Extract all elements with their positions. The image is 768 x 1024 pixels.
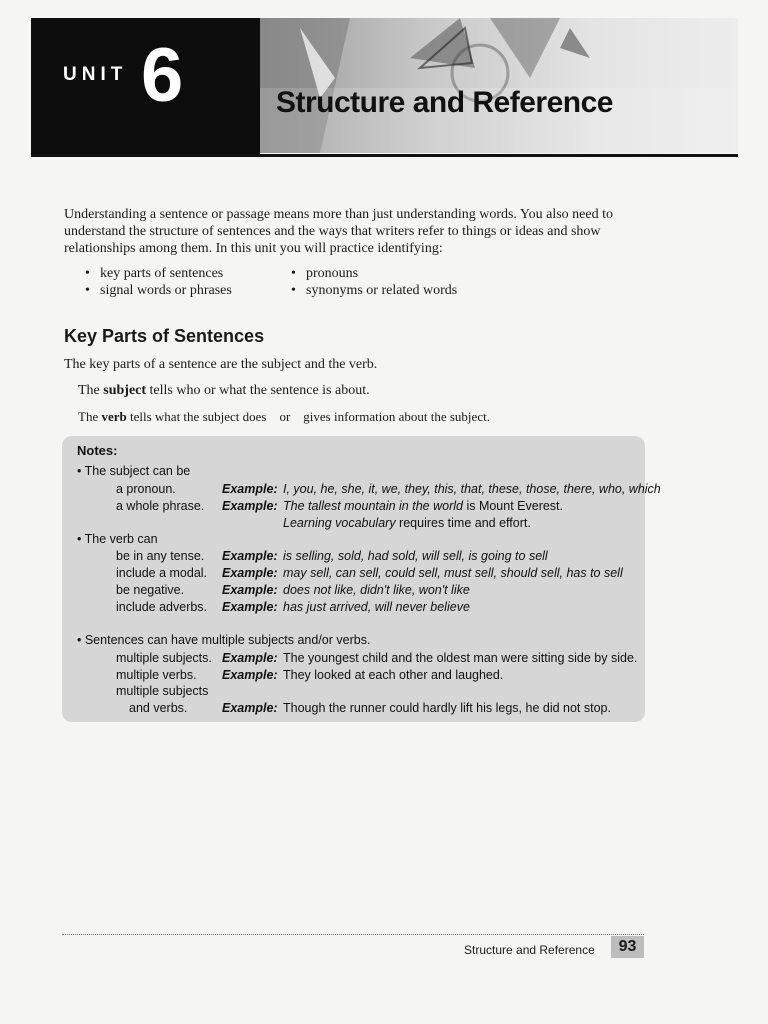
footer-rule [62,934,644,935]
intro-bullets-left [83,265,232,299]
example-label: Example: [222,600,278,614]
list-item: • pronouns [289,265,457,282]
section-line-2 [78,382,370,399]
subject-row-label: a whole phrase. [116,499,205,513]
section-line-3 [78,408,490,425]
line3-post: tells what the subject does or gives information about the subject. [126,409,490,424]
multi-row-example: The youngest child and the oldest man were sitting side by side. [283,651,638,665]
verb-row-example: is selling, sold, had sold, will sell, is going to sell [283,549,548,563]
example-label: Example: [222,583,278,597]
list-item: • synonyms or related words [289,282,457,299]
line2-pre: The [78,383,104,398]
verb-row-example: may sell, can sell, could sell, must sell, should sell, has to sell [283,566,623,580]
page-number: 93 [611,936,644,958]
list-item: • signal words or phrases [83,282,232,299]
line3-pre: The [78,409,102,424]
example-italic: Learning vocabulary [283,516,396,530]
intro-paragraph: Understanding a sentence or passage means more than just understanding words. You also need to understand the structure of sentences and the ways that writers refer to things or ideas and show relationships among them. In this unit you will practice identifying: [64,207,613,256]
subject-row-example: I, you, he, she, it, we, they, this, that, these, those, there, who, which [283,482,661,496]
notes-subject-intro: • The subject can be [77,464,191,478]
example-label: Example: [222,566,278,580]
verb-row-label: include adverbs. [116,600,208,614]
verb-row-label: include a modal. [116,566,208,580]
unit-number: 6 [141,33,184,118]
verb-row-example: does not like, didn't like, won't like [283,583,470,597]
verb-row-label: be negative. [116,583,185,597]
multi-row-label-line2: and verbs. [129,701,188,715]
line2-post: tells who or what the sentence is about. [146,383,370,398]
footer-title: Structure and Reference [464,943,595,957]
multi-row-label: multiple subjects. [116,651,212,665]
example-label: Example: [222,482,278,496]
list-item: • key parts of sentences [83,265,232,282]
notes-title: Notes: [77,443,118,458]
section-heading: Key Parts of Sentences [64,326,265,346]
verb-row-example: has just arrived, will never believe [283,600,470,614]
notes-verb-intro: • The verb can [77,532,158,546]
header-rule [31,154,738,157]
example-italic: The tallest mountain in the world [283,499,463,513]
unit-banner [31,18,260,155]
multi-row-example: They looked at each other and laughed. [283,668,504,682]
verb-term: verb [101,409,127,424]
example-label: Example: [222,651,278,665]
example-rest: is Mount Everest. [462,499,564,513]
example-rest: requires time and effort. [395,516,531,530]
multi-row-label-line1: multiple subjects [116,684,209,698]
example-label: Example: [222,549,278,563]
intro-bullets-right [289,265,457,299]
verb-row-label: be in any tense. [116,549,205,563]
unit-title: Structure and Reference [276,86,613,119]
multi-row-example: Though the runner could hardly lift his legs, he did not stop. [283,701,611,715]
notes-multi-intro: • Sentences can have multiple subjects and/or verbs. [77,633,371,647]
example-label: Example: [222,701,278,715]
subject-row-example-2 [283,515,531,532]
section-line-1: The key parts of a sentence are the subject and the verb. [64,357,378,372]
unit-label: UNIT [63,64,128,85]
subject-term: subject [103,383,147,398]
example-label: Example: [222,499,278,513]
subject-row-label: a pronoun. [116,482,176,496]
multi-row-label: multiple verbs. [116,668,197,682]
subject-row-example [283,498,563,515]
header-photo [260,18,738,153]
example-label: Example: [222,668,278,682]
